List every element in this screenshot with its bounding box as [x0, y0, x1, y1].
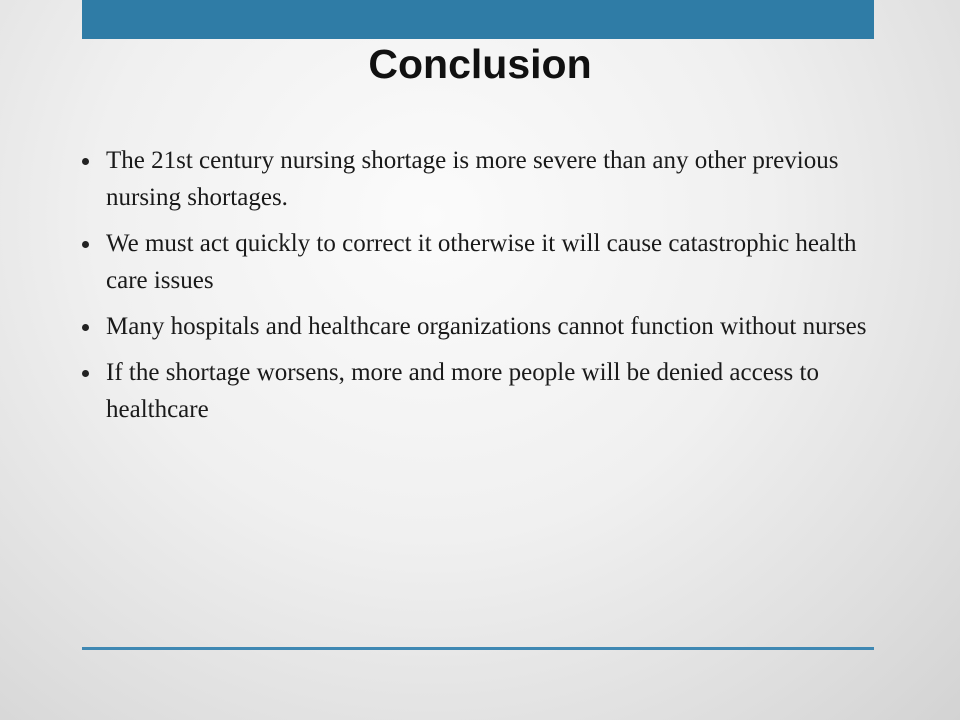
header-band — [82, 0, 874, 39]
bottom-divider — [82, 647, 874, 650]
bullet-item — [82, 225, 882, 299]
bullet-item — [82, 354, 882, 428]
bullet-dot-icon — [82, 158, 89, 165]
bullet-dot-icon — [82, 324, 89, 331]
bullet-item — [82, 308, 882, 345]
bullet-dot-icon — [82, 241, 89, 248]
bullet-item — [82, 142, 882, 216]
bullet-list — [82, 142, 882, 437]
bullet-text: The 21st century nursing shortage is more severe than any other previous nursing shortages. — [106, 147, 839, 211]
bullet-text: Many hospitals and healthcare organizations cannot function without nurses — [106, 313, 867, 340]
bullet-text: If the shortage worsens, more and more people will be denied access to healthcare — [106, 359, 819, 423]
bullet-dot-icon — [82, 370, 89, 377]
bullet-text: We must act quickly to correct it otherwise it will cause catastrophic health care issues — [106, 230, 857, 294]
slide-title: Conclusion — [368, 41, 592, 87]
